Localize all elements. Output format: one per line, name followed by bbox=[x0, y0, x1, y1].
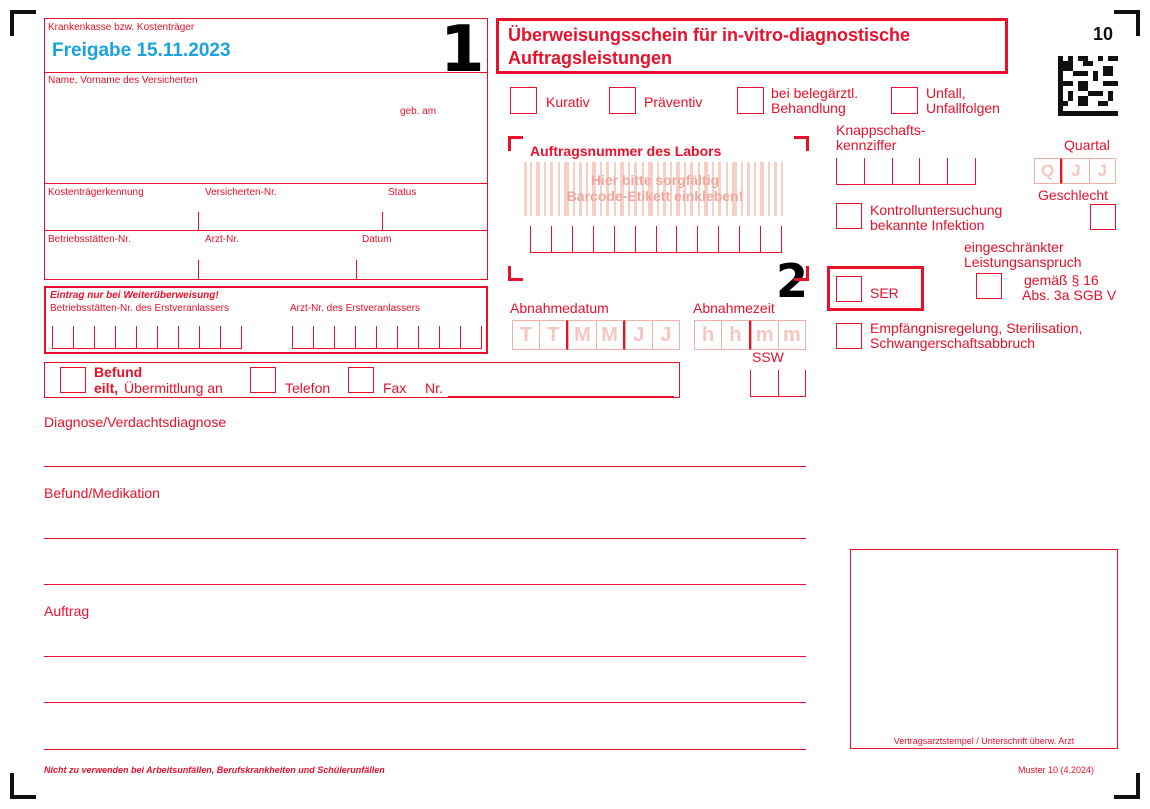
geschlecht-field[interactable] bbox=[1090, 204, 1116, 230]
footer-notice: Nicht zu verwenden bei Arbeitsunfällen, Berufskrankheiten und Schülerunfällen bbox=[44, 765, 385, 775]
time-box-m2: m bbox=[778, 320, 806, 350]
ser-label: SER bbox=[870, 285, 899, 301]
belegaerztl-label-line-2: Behandlung bbox=[771, 100, 846, 116]
eilt-label: eilt, bbox=[94, 380, 119, 396]
telefon-checkbox[interactable] bbox=[250, 367, 276, 393]
praeventiv-label: Präventiv bbox=[644, 94, 703, 110]
unfall-checkbox[interactable] bbox=[891, 87, 918, 114]
kontrolluntersuchung-label-line-2: bekannte Infektion bbox=[870, 217, 985, 233]
auftrag-line-2[interactable] bbox=[44, 702, 806, 703]
quartal-box-q: Q bbox=[1034, 158, 1062, 184]
lab-order-hint-line-1: Hier bitte sorgfältig bbox=[590, 172, 720, 188]
empfaengnisregelung-label-line-1: Empfängnisregelung, Sterilisation, bbox=[870, 320, 1083, 336]
datamatrix-code-icon bbox=[1058, 56, 1118, 116]
annotation-one: 1 bbox=[440, 13, 485, 87]
unfall-label-line-1: Unfall, bbox=[926, 85, 966, 101]
date-label: Datum bbox=[362, 234, 392, 245]
diagnose-label: Diagnose/Verdachtsdiagnose bbox=[44, 414, 227, 430]
sampling-time-label: Abnahmezeit bbox=[693, 300, 775, 316]
belegaerztl-checkbox[interactable] bbox=[737, 87, 764, 114]
date-box-j1: J bbox=[625, 320, 652, 350]
insured-no-label: Versicherten-Nr. bbox=[205, 187, 277, 198]
ssw-combs[interactable] bbox=[750, 370, 806, 397]
time-box-h1: h bbox=[694, 320, 721, 350]
fax-number-field[interactable] bbox=[448, 396, 674, 397]
eingeschraenkt-checkbox[interactable] bbox=[976, 273, 1002, 299]
gemaess-label-line-2: Abs. 3a SGB V bbox=[1022, 287, 1117, 303]
lab-order-corner-bl bbox=[508, 266, 523, 281]
lab-order-corner-tr bbox=[794, 136, 809, 151]
nr-label: Nr. bbox=[425, 380, 443, 396]
empfaengnisregelung-checkbox[interactable] bbox=[836, 323, 862, 349]
status-label: Status bbox=[388, 187, 417, 198]
doctor-no-label: Arzt-Nr. bbox=[205, 234, 239, 245]
ser-checkbox[interactable] bbox=[836, 276, 862, 302]
form-number: 10 bbox=[1093, 24, 1114, 44]
belegaerztl-label-line-1: bei belegärztl. bbox=[771, 85, 859, 101]
title-line-1: Überweisungsschein für in-vitro-diagnostische bbox=[508, 25, 911, 45]
unfall-label-line-2: Unfallfolgen bbox=[926, 100, 1000, 116]
knappschaft-combs[interactable] bbox=[836, 158, 976, 185]
annotation-two: 2 bbox=[776, 254, 809, 308]
geschlecht-label: Geschlecht bbox=[1038, 187, 1109, 203]
time-box-m1: m bbox=[751, 320, 778, 350]
quartal-label: Quartal bbox=[1064, 137, 1110, 153]
referral-site-label: Betriebsstätten-Nr. des Erstveranlassers bbox=[50, 303, 229, 314]
stamp-box[interactable] bbox=[850, 549, 1118, 749]
quartal-box-j1: J bbox=[1062, 158, 1088, 184]
title-line-2: Auftragsleistungen bbox=[508, 48, 673, 68]
diagnose-line[interactable] bbox=[44, 466, 806, 467]
befund-medikation-label: Befund/Medikation bbox=[44, 485, 160, 501]
corner-mark-bottom-right bbox=[1114, 773, 1140, 799]
sampling-date-label: Abnahmedatum bbox=[510, 300, 609, 316]
fax-label: Fax bbox=[383, 380, 407, 396]
lab-order-combs[interactable] bbox=[530, 226, 782, 253]
gemaess-label-line-1: gemäß § 16 bbox=[1024, 272, 1099, 288]
empfaengnisregelung-label-line-2: Schwangerschaftsabbruch bbox=[870, 335, 1035, 351]
sampling-date-boxes[interactable] bbox=[512, 320, 680, 350]
date-box-t1: T bbox=[512, 320, 539, 350]
befund-label: Befund bbox=[94, 364, 143, 380]
praeventiv-checkbox[interactable] bbox=[609, 87, 636, 114]
referral-doctor-combs bbox=[292, 326, 482, 349]
date-box-j2: J bbox=[652, 320, 680, 350]
eingeschraenkt-label-line-2: Leistungsanspruch bbox=[964, 254, 1082, 270]
sampling-time-boxes[interactable] bbox=[694, 320, 806, 350]
auftrag-line-3[interactable] bbox=[44, 749, 806, 750]
name-label: Name, Vorname des Versicherten bbox=[48, 75, 198, 86]
corner-mark-top-right bbox=[1114, 10, 1140, 36]
befund-medikation-line-1[interactable] bbox=[44, 538, 806, 539]
auftrag-line-1[interactable] bbox=[44, 656, 806, 657]
lab-order-title: Auftragsnummer des Labors bbox=[530, 143, 722, 159]
lab-order-hint-line-2: Barcode-Etikett einkleben! bbox=[566, 188, 744, 204]
kurativ-checkbox[interactable] bbox=[510, 87, 537, 114]
referral-doctor-label: Arzt-Nr. des Erstveranlassers bbox=[290, 303, 421, 314]
befund-medikation-line-2[interactable] bbox=[44, 584, 806, 585]
release-text: Freigabe 15.11.2023 bbox=[52, 40, 231, 61]
lab-order-corner-br bbox=[794, 266, 809, 281]
knappschaft-label-line-2: kennziffer bbox=[836, 137, 897, 153]
kontrolluntersuchung-label-line-1: Kontrolluntersuchung bbox=[870, 202, 1003, 218]
kontrolluntersuchung-checkbox[interactable] bbox=[836, 203, 862, 229]
date-box-m1: M bbox=[568, 320, 595, 350]
lab-order-corner-tl bbox=[508, 136, 523, 151]
fax-checkbox[interactable] bbox=[348, 367, 374, 393]
quartal-box-j2: J bbox=[1089, 158, 1116, 184]
quartal-boxes[interactable] bbox=[1034, 158, 1116, 184]
corner-mark-bottom-left bbox=[10, 773, 36, 799]
footer-version: Muster 10 (4.2024) bbox=[1018, 765, 1095, 775]
knappschaft-label-line-1: Knappschafts- bbox=[836, 122, 926, 138]
date-box-m2: M bbox=[596, 320, 625, 350]
time-box-h2: h bbox=[721, 320, 750, 350]
site-no-label: Betriebsstätten-Nr. bbox=[48, 234, 131, 245]
kurativ-label: Kurativ bbox=[546, 94, 590, 110]
payer-id-label: Kostenträgerkennung bbox=[48, 187, 144, 198]
referral-site-combs bbox=[52, 326, 242, 349]
ssw-label: SSW bbox=[752, 349, 784, 365]
befund-eilt-checkbox[interactable] bbox=[60, 367, 86, 393]
telefon-label: Telefon bbox=[285, 380, 331, 396]
eingeschraenkt-label-line-1: eingeschränkter bbox=[964, 239, 1064, 255]
dob-label: geb. am bbox=[400, 106, 437, 117]
uebermittlung-label: Übermittlung an bbox=[124, 380, 223, 396]
corner-mark-top-left bbox=[10, 10, 36, 36]
date-box-t2: T bbox=[539, 320, 568, 350]
referral-title: Eintrag nur bei Weiterüberweisung! bbox=[50, 290, 219, 301]
stamp-label: Vertragsarztstempel / Unterschrift überw. Arzt bbox=[893, 736, 1075, 746]
payer-label: Krankenkasse bzw. Kostenträger bbox=[48, 22, 195, 33]
auftrag-label: Auftrag bbox=[44, 603, 90, 619]
